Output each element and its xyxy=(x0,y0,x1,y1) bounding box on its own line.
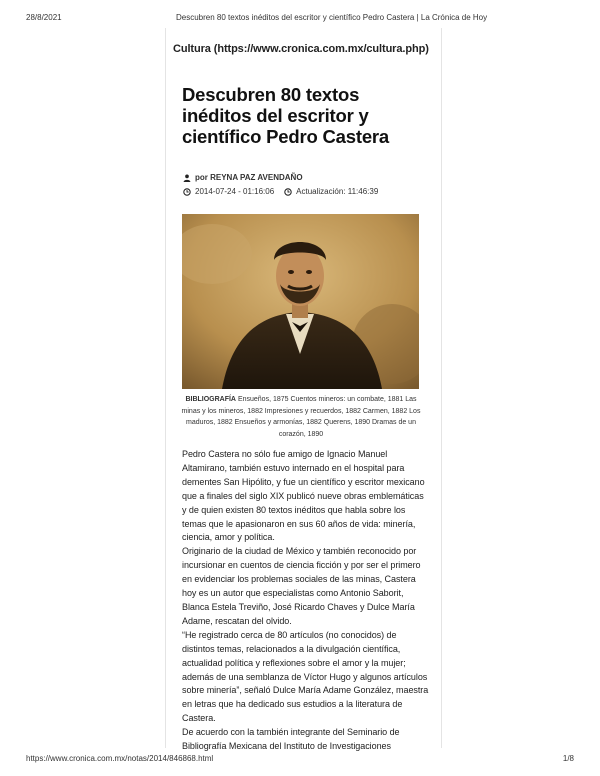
clock-icon xyxy=(183,188,191,196)
print-date: 28/8/2021 xyxy=(26,13,62,22)
portrait-photo xyxy=(182,214,419,389)
author-line xyxy=(183,173,303,182)
paragraph: Pedro Castera no sólo fue amigo de Ignacio Manuel Altamirano, también estuvo internado en el hospital para dementes San Hipólito, y fue un científico y escritor mexicano que a finales del siglo XIX publicó nueve obras emblemáticas y de quien existen 80 textos inéditos que habla sobre los temas que le apasionaron en sus 60 años de vida: minería, ciencia, amor y política. xyxy=(182,449,425,543)
article-photo xyxy=(182,214,419,389)
author-name: por REYNA PAZ AVENDAÑO xyxy=(195,173,303,182)
updated-time: Actualización: 11:46:39 xyxy=(296,187,379,196)
clock-icon xyxy=(284,188,292,196)
published-date: 2014-07-24 - 01:16:06 xyxy=(195,187,275,196)
print-header xyxy=(0,0,600,22)
print-url: https://www.cronica.com.mx/notas/2014/846868.html xyxy=(26,754,214,763)
paragraph: Originario de la ciudad de México y también reconocido por incursionar en cuentos de ciencia ficción y por ser el primero en evidenciar los problemas sociales de las minas, Castera hoy es un autor que especialistas como Antonio Saborit, Blanca Estela Treviño, José Ricardo Chaves y Dulce María Adame, rescatan del olvido. xyxy=(182,546,421,626)
paragraph: De acuerdo con la también integrante del Seminario de Bibliografía Mexicana del Instituto de Investigaciones xyxy=(182,727,400,752)
photo-caption xyxy=(180,394,422,440)
page-number: 1/8 xyxy=(562,754,574,763)
article-body xyxy=(182,448,430,754)
date-line xyxy=(183,187,378,196)
caption-text: Ensueños, 1875 Cuentos mineros: un combate, 1881 Las minas y los mineros, 1882 Impresiones y recuerdos, 1882 Carmen, 1882 Los maduros, 1882 Ensueños y armonías, 1882 Querens, 1890 Dramas de un corazón, 1890 xyxy=(181,396,421,438)
paragraph: “He registrado cerca de 80 artículos (no conocidos) de distintos temas, relacionados a la divulgación científica, actualidad política y reflexiones sobre el amor y la mujer; además de una semblanza de Víctor Hugo y algunos artículos sobre minería”, señaló Dulce María Adame González, maestra en letras que ha dedicado sus estudios a la literatura de Castera. xyxy=(182,629,429,724)
section-link[interactable]: Cultura (https://www.cronica.com.mx/cultura.php) xyxy=(173,43,429,55)
article-headline: Descubren 80 textos inéditos del escritor y científico Pedro Castera xyxy=(182,84,389,147)
user-icon xyxy=(183,174,191,182)
print-page-title: Descubren 80 textos inéditos del escritor y científico Pedro Castera | La Crónica de Hoy xyxy=(176,13,488,22)
caption-label: BIBLIOGRAFÍA xyxy=(185,396,236,403)
